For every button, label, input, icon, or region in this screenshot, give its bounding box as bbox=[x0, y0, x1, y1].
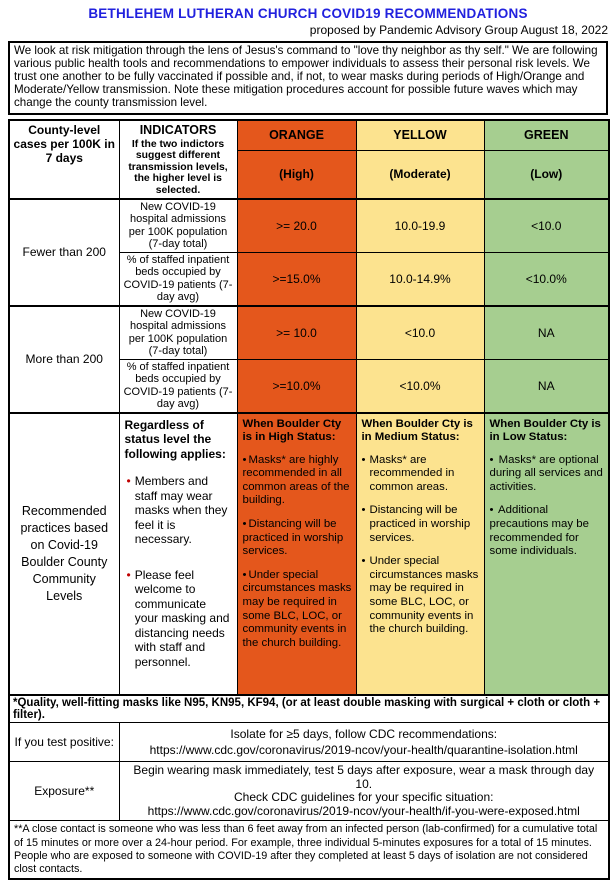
value-more-beds-yellow: <10.0% bbox=[356, 359, 484, 413]
practices-green-heading: When Boulder Cty is in Low Status: bbox=[489, 417, 601, 444]
practices-general-bullet-text: Members and staff may wear masks when they feel it is necessary. bbox=[134, 474, 228, 546]
practices-orange-cell bbox=[237, 413, 356, 696]
practices-yellow-bullet bbox=[362, 454, 480, 495]
corner-header-cell: County-level cases per 100K in 7 days bbox=[9, 120, 119, 199]
value-fewer-beds-orange: >=15.0% bbox=[237, 252, 356, 306]
value-fewer-admissions-yellow: 10.0-19.9 bbox=[356, 199, 484, 253]
value-fewer-beds-yellow: 10.0-14.9% bbox=[356, 252, 484, 306]
practices-green-bullet-text: Additional precautions may be recommended for some individuals. bbox=[489, 504, 589, 558]
exposure-content bbox=[119, 762, 609, 821]
bullet-icon bbox=[490, 454, 494, 466]
practices-green-bullet bbox=[490, 454, 605, 495]
practices-general-bullet-text: Please feel welcome to communicate your masking and distancing needs with staff and personnel. bbox=[134, 567, 230, 669]
level-header-orange: ORANGE bbox=[237, 120, 356, 151]
value-more-beds-orange: >=10.0% bbox=[237, 359, 356, 413]
proposed-by-line: proposed by Pandemic Advisory Group August 18, 2022 bbox=[309, 23, 608, 37]
bullet-icon bbox=[490, 504, 494, 516]
value-fewer-beds-green: <10.0% bbox=[484, 252, 609, 306]
practices-yellow-bullet-text: Masks* are recommended in common areas. bbox=[369, 453, 455, 493]
value-more-admissions-yellow: <10.0 bbox=[356, 306, 484, 360]
indicator-beds-fewer: % of staffed inpatient beds occupied by COVID-19 patients (7-day avg) bbox=[119, 252, 237, 306]
practices-orange-bullet bbox=[243, 518, 352, 559]
bullet-icon bbox=[243, 518, 247, 530]
covid-recommendations-table bbox=[8, 119, 610, 880]
value-more-admissions-orange: >= 10.0 bbox=[237, 306, 356, 360]
indicator-beds-more: % of staffed inpatient beds occupied by COVID-19 patients (7-day avg) bbox=[119, 359, 237, 413]
bullet-icon bbox=[362, 504, 366, 545]
practices-general-bullet bbox=[125, 474, 233, 547]
practices-orange-bullet-text: Masks* are highly recommended in all common areas of the building. bbox=[242, 453, 350, 507]
level-label-high: (High) bbox=[237, 150, 356, 198]
practices-yellow-bullet bbox=[362, 504, 480, 545]
value-more-beds-green: NA bbox=[484, 359, 609, 413]
test-positive-label: If you test positive: bbox=[9, 723, 119, 762]
value-fewer-admissions-green: <10.0 bbox=[484, 199, 609, 253]
bullet-icon bbox=[362, 555, 366, 637]
practices-general-cell bbox=[119, 413, 237, 696]
test-positive-instruction: Isolate for ≥5 days, follow CDC recommendations: bbox=[230, 727, 498, 741]
bullet-icon bbox=[127, 568, 131, 670]
practices-row-label: Recommended practices based on Covid-19 Boulder County Community Levels bbox=[9, 413, 119, 696]
level-header-green: GREEN bbox=[484, 120, 609, 151]
level-label-low: (Low) bbox=[484, 150, 609, 198]
practices-green-bullet-text: Masks* are optional during all services and activities. bbox=[489, 453, 603, 493]
exposure-url: https://www.cdc.gov/coronavirus/2019-ncov/your-health/if-you-were-exposed.html bbox=[147, 803, 580, 818]
practices-yellow-bullet-text: Under special circumstances masks may be required in some BLC, LOC, or community events in the church building. bbox=[369, 555, 479, 636]
value-more-admissions-green: NA bbox=[484, 306, 609, 360]
level-label-moderate: (Moderate) bbox=[356, 150, 484, 198]
exposure-instruction: Begin wearing mask immediately, test 5 days after exposure, wear a mask through day 10. bbox=[133, 763, 595, 791]
practices-yellow-bullet bbox=[362, 555, 480, 637]
mask-quality-note: *Quality, well-fitting masks like N95, KN95, KF94, (or at least double masking with surgical + cloth or cloth + filter). bbox=[9, 695, 609, 723]
bullet-icon bbox=[362, 454, 366, 495]
level-header-yellow: YELLOW bbox=[356, 120, 484, 151]
quarantine-isolation-url: https://www.cdc.gov/coronavirus/2019-ncov/your-health/quarantine-isolation.html bbox=[149, 743, 578, 757]
indicators-note: If the two indictors suggest different transmission levels, the higher level is selected. bbox=[128, 138, 228, 196]
indicators-title: INDICATORS bbox=[139, 122, 217, 137]
practices-green-bullet bbox=[490, 504, 605, 558]
cases-more-than-200: More than 200 bbox=[9, 306, 119, 413]
bullet-icon bbox=[243, 569, 247, 581]
practices-yellow-bullet-text: Distancing will be practiced in worship services. bbox=[369, 504, 471, 544]
cases-fewer-than-200: Fewer than 200 bbox=[9, 199, 119, 306]
practices-yellow-cell bbox=[356, 413, 484, 696]
practices-general-bullet bbox=[125, 568, 233, 670]
indicators-header-cell bbox=[119, 120, 237, 199]
practices-orange-bullet bbox=[243, 569, 352, 651]
intro-text: We look at risk mitigation through the lens of Jesus's command to "love thy neighbor as thy self." We are following various public health tools and recommendations to empower individuals to assess their personal risk levels. We trust one another to be fully vaccinated if possible and, if not, to wear masks during periods of High/Orange and Moderate/Yellow transmission. Note these mitigation procedures account for possible future waves which may change the county transmission level. bbox=[8, 41, 608, 115]
page-title: BETHLEHEM LUTHERAN CHURCH COVID19 RECOMMENDATIONS bbox=[88, 6, 528, 21]
practices-orange-bullet bbox=[243, 454, 352, 508]
practices-general-heading: Regardless of status level the following applies: bbox=[124, 417, 226, 461]
indicator-admissions-more: New COVID-19 hospital admissions per 100K population (7-day total) bbox=[119, 306, 237, 360]
practices-yellow-heading: When Boulder Cty is in Medium Status: bbox=[361, 417, 473, 444]
bullet-icon bbox=[243, 454, 247, 466]
practices-orange-bullet-text: Distancing will be practiced in worship services. bbox=[242, 518, 344, 558]
practices-orange-bullet-text: Under special circumstances masks may be required in some BLC, LOC, or community events in the church building. bbox=[242, 568, 352, 649]
practices-green-cell bbox=[484, 413, 609, 696]
indicator-admissions-fewer: New COVID-19 hospital admissions per 100K population (7-day total) bbox=[119, 199, 237, 253]
bullet-icon bbox=[127, 474, 131, 547]
value-fewer-admissions-orange: >= 20.0 bbox=[237, 199, 356, 253]
exposure-label: Exposure** bbox=[9, 762, 119, 821]
close-contact-footnote: **A close contact is someone who was less than 6 feet away from an infected person (lab-confirmed) for a cumulative total of 15 minutes or more over a 24-hour period. For example, three individual 5-minutes exposures for a total of 15 minutes. People who are exposed to someone with COVID-19 after they completed at least 5 days of isolation are not considered clost contacts. bbox=[9, 821, 609, 879]
test-positive-content bbox=[119, 723, 609, 762]
exposure-cdc-note: Check CDC guidelines for your specific situation: bbox=[234, 790, 494, 805]
practices-orange-heading: When Boulder Cty is in High Status: bbox=[242, 417, 342, 444]
